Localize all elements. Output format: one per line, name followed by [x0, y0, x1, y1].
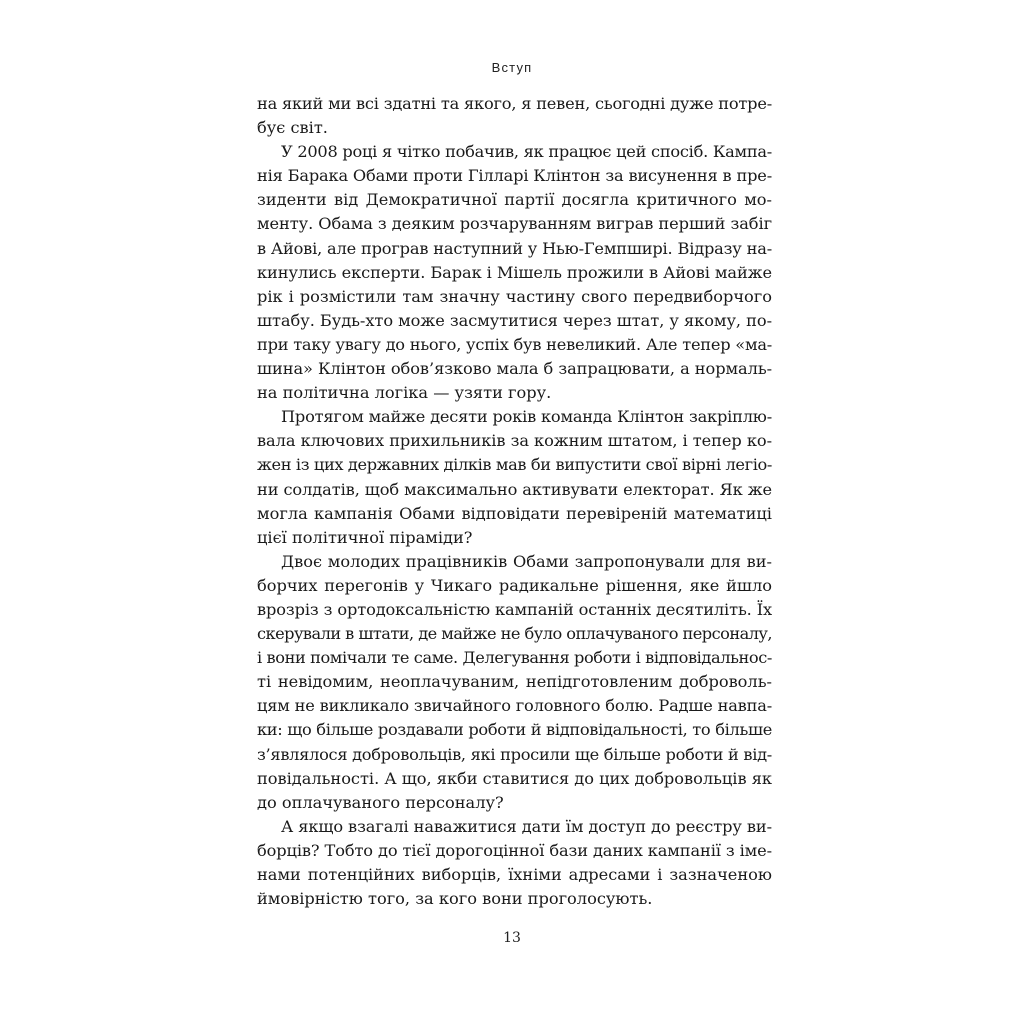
text-line: могла кампанія Обами відповідати перевіреній математиці: [257, 503, 772, 523]
text-line: вала ключових прихильників за кожним штатом, і тепер ко-: [257, 431, 772, 451]
text-line: Протягом майже десяти років команда Клінтон закріплю-: [281, 407, 772, 427]
text-line: ки: що більше роздавали роботи й відповідальності, то більше: [257, 720, 772, 740]
running-head: Вступ: [491, 60, 533, 75]
page-number: 13: [503, 930, 521, 946]
text-line: нами потенційних виборців, їхніми адресами і зазначеною: [257, 865, 772, 884]
text-line: ті невідомим, неоплачуваним, непідготовленим доброволь-: [257, 672, 772, 692]
text-line: врозріз з ортодоксальністю кампаній останніх десятиліть. Їх: [257, 599, 772, 619]
text-line: Двоє молодих працівників Обами запропонували для ви-: [281, 551, 772, 571]
body-text: [257, 92, 772, 911]
text-line: борців? Тобто до тієї дорогоцінної бази даних кампанії з іме-: [257, 840, 772, 860]
text-line: цієї політичної піраміди?: [257, 527, 473, 547]
text-line: ни солдатів, щоб максимально активувати електорат. Як же: [257, 479, 772, 499]
text-line: А якщо взагалі наважитися дати їм доступ до реєстру ви-: [281, 816, 772, 836]
text-line: бує світ.: [257, 118, 328, 138]
text-line: кинулись експерти. Барак і Мішель прожили в Айові майже: [257, 262, 772, 282]
text-line: борчих перегонів у Чикаго радикальне рішення, яке йшло: [257, 575, 772, 595]
paragraph: [257, 550, 772, 815]
text-line: ймовірністю того, за кого вони проголосують.: [257, 889, 653, 909]
paragraph: [257, 92, 772, 140]
text-line: жен із цих державних ділків мав би випустити свої вірні легіо-: [257, 455, 772, 475]
text-line: на політична логіка — узяти гору.: [257, 383, 552, 403]
text-line: штабу. Будь-хто може засмутитися через штат, у якому, по-: [257, 310, 772, 330]
text-line: з’являлося добровольців, які просили ще більше роботи й від-: [257, 744, 772, 764]
text-line: в Айові, але програв наступний у Нью-Гемпширі. Відразу на-: [257, 238, 772, 258]
text-line: нія Барака Обами проти Гілларі Клінтон за висунення в пре-: [257, 166, 772, 186]
text-line: повідальності. А що, якби ставитися до цих добровольців як: [257, 768, 772, 788]
text-line: і вони помічали те саме. Делегування роботи і відповідальнос-: [257, 648, 772, 668]
text-line: менту. Обама з деяким розчаруванням виграв перший забіг: [257, 214, 773, 234]
text-line: на який ми всі здатні та якого, я певен, сьогодні дуже потре-: [257, 94, 772, 113]
text-line: при таку увагу до нього, успіх був невеликий. Але тепер «ма-: [257, 334, 772, 354]
paragraph: [257, 815, 772, 911]
text-line: рік і розмістили там значну частину свого передвиборчого: [257, 286, 772, 306]
text-line: скерували в штати, де майже не було оплачуваного персоналу,: [257, 624, 772, 644]
text-line: У 2008 році я чітко побачив, як працює цей спосіб. Кампа-: [281, 142, 772, 162]
paragraph: [257, 140, 772, 405]
paragraph: [257, 405, 772, 550]
text-line: цям не викликало звичайного головного болю. Радше навпа-: [257, 696, 772, 716]
text-line: зиденти від Демократичної партії досягла критичного мо-: [257, 190, 772, 210]
text-line: шина» Клінтон обов’язково мала б запрацювати, а нормаль-: [257, 359, 772, 379]
text-line: до оплачуваного персоналу?: [257, 792, 504, 812]
